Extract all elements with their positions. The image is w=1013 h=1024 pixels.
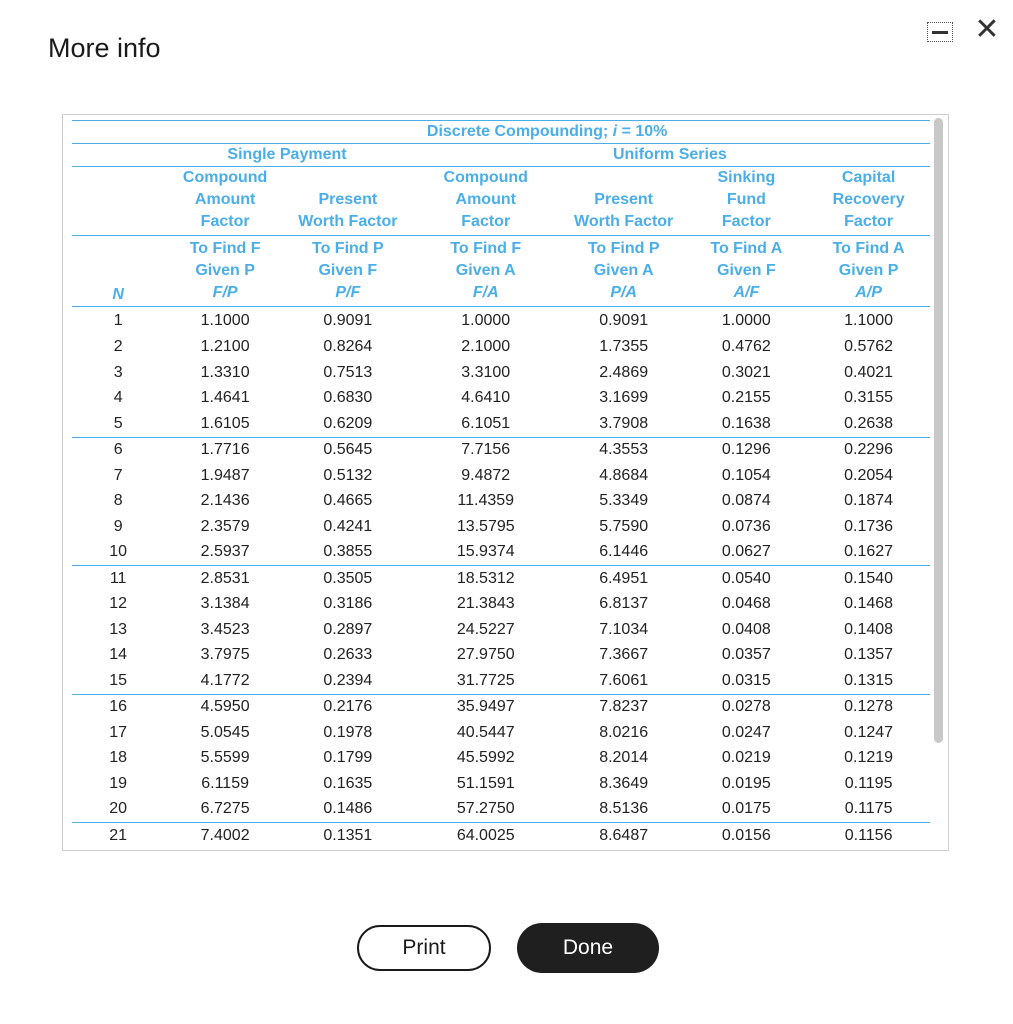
given-label: Given F bbox=[318, 262, 378, 279]
table-row bbox=[72, 668, 930, 694]
factor-cell: 64.0025 bbox=[410, 823, 562, 849]
factor-cell: 24.5227 bbox=[456, 620, 515, 638]
factor-cell: 8.2014 bbox=[599, 749, 649, 767]
factor-cell: 2.1436 bbox=[200, 492, 250, 510]
factor-symbol: F/P bbox=[212, 284, 238, 301]
factor-cell: 1.1000 bbox=[200, 311, 250, 329]
factor-cell: 4.5950 bbox=[164, 694, 286, 720]
factor-header bbox=[807, 236, 930, 307]
factor-cell: 1.1000 bbox=[844, 311, 894, 329]
given-label: Given A bbox=[455, 262, 516, 279]
factor-cell: 51.1591 bbox=[456, 774, 515, 792]
factor-cell: 6.8137 bbox=[599, 595, 649, 613]
table-body bbox=[72, 307, 930, 849]
find-label: To Find A bbox=[710, 240, 783, 257]
factor-cell: 0.2897 bbox=[323, 620, 373, 638]
factor-cell: 0.0627 bbox=[721, 543, 771, 561]
period-cell: 1 bbox=[113, 311, 123, 329]
table-row bbox=[72, 566, 930, 592]
table-row bbox=[72, 746, 930, 772]
factor-cell: 31.7725 bbox=[456, 671, 515, 689]
find-label: To Find F bbox=[189, 240, 261, 257]
factor-cell: 1.7716 bbox=[164, 437, 286, 463]
factor-cell: 0.1357 bbox=[844, 646, 894, 664]
factor-symbol: A/P bbox=[855, 284, 882, 301]
given-label: Given P bbox=[838, 262, 899, 279]
factor-cell: 0.2394 bbox=[323, 671, 373, 689]
factor-cell: 1.9487 bbox=[200, 466, 250, 484]
factor-cell: 5.7590 bbox=[599, 517, 649, 535]
factor-cell: 5.3349 bbox=[599, 492, 649, 510]
column-name-row bbox=[72, 167, 930, 236]
period-cell: 15 bbox=[109, 671, 128, 689]
table-scroll-area[interactable] bbox=[62, 114, 949, 851]
factor-symbol: P/F bbox=[335, 284, 361, 301]
factor-cell: 3.1384 bbox=[200, 595, 250, 613]
factor-cell: 3.3100 bbox=[461, 363, 511, 381]
factor-cell: 0.0195 bbox=[721, 774, 771, 792]
factor-cell: 27.9750 bbox=[456, 646, 515, 664]
factor-cell: 1.6105 bbox=[200, 414, 250, 432]
factor-cell: 0.1247 bbox=[844, 723, 894, 741]
factor-cell: 13.5795 bbox=[456, 517, 515, 535]
period-cell: 18 bbox=[109, 749, 128, 767]
factor-cell: 0.1278 bbox=[807, 694, 930, 720]
table-row bbox=[72, 617, 930, 643]
period-cell: 16 bbox=[72, 694, 164, 720]
factor-cell: 0.0156 bbox=[686, 823, 808, 849]
factor-cell: 0.4762 bbox=[721, 338, 771, 356]
factor-cell: 0.1468 bbox=[844, 595, 894, 613]
factor-cell: 0.1978 bbox=[323, 723, 373, 741]
table-row bbox=[72, 411, 930, 437]
given-label: Given P bbox=[195, 262, 255, 279]
factor-cell: 0.4021 bbox=[844, 363, 894, 381]
factor-cell: 4.6410 bbox=[461, 389, 511, 407]
period-cell: 12 bbox=[109, 595, 128, 613]
factor-cell: 4.3553 bbox=[562, 437, 686, 463]
factor-cell: 1.0000 bbox=[461, 311, 511, 329]
factor-cell: 0.1351 bbox=[286, 823, 410, 849]
factor-header bbox=[686, 236, 808, 307]
factor-cell: 7.6061 bbox=[599, 671, 649, 689]
factor-cell: 0.6209 bbox=[323, 414, 373, 432]
factor-cell: 0.1296 bbox=[686, 437, 808, 463]
factor-cell: 6.7275 bbox=[200, 800, 250, 818]
factor-cell: 18.5312 bbox=[410, 566, 562, 592]
factor-cell: 5.0545 bbox=[200, 723, 250, 741]
factor-cell: 7.4002 bbox=[164, 823, 286, 849]
factor-cell: 0.5645 bbox=[286, 437, 410, 463]
table-row bbox=[72, 720, 930, 746]
factor-cell: 2.3579 bbox=[200, 517, 250, 535]
factor-cell: 1.3310 bbox=[200, 363, 250, 381]
factor-cell: 0.8264 bbox=[323, 338, 373, 356]
period-cell: 14 bbox=[109, 646, 128, 664]
factor-cell: 0.1736 bbox=[844, 517, 894, 535]
factor-header bbox=[562, 236, 686, 307]
factor-cell: 0.1638 bbox=[721, 414, 771, 432]
table-row bbox=[72, 386, 930, 412]
factor-cell: 0.1408 bbox=[844, 620, 894, 638]
group-row bbox=[72, 144, 930, 167]
factor-cell: 0.2155 bbox=[721, 389, 771, 407]
period-cell: 7 bbox=[113, 466, 123, 484]
close-icon: ✕ bbox=[974, 13, 1000, 46]
period-cell: 6 bbox=[72, 437, 164, 463]
period-cell: 5 bbox=[113, 414, 123, 432]
factor-cell: 0.0278 bbox=[686, 694, 808, 720]
factor-cell: 0.2054 bbox=[844, 466, 894, 484]
factor-cell: 2.8531 bbox=[164, 566, 286, 592]
factor-cell: 0.0736 bbox=[721, 517, 771, 535]
factor-cell: 0.3505 bbox=[286, 566, 410, 592]
factor-cell: 0.1219 bbox=[844, 749, 894, 767]
factor-cell: 0.1315 bbox=[844, 671, 894, 689]
find-label: To Find F bbox=[450, 240, 522, 257]
factor-cell: 0.0540 bbox=[686, 566, 808, 592]
factor-cell: 0.0468 bbox=[721, 595, 771, 613]
table-row bbox=[72, 307, 930, 335]
factor-cell: 0.0357 bbox=[721, 646, 771, 664]
factor-cell: 1.2100 bbox=[200, 338, 250, 356]
factor-cell: 8.3649 bbox=[599, 774, 649, 792]
period-cell: 8 bbox=[113, 492, 123, 510]
factor-cell: 2.4869 bbox=[599, 363, 649, 381]
factor-cell: 4.8684 bbox=[599, 466, 649, 484]
factor-cell: 4.1772 bbox=[200, 671, 250, 689]
factor-cell: 0.1627 bbox=[844, 543, 894, 561]
print-button[interactable]: Print bbox=[357, 925, 491, 971]
factor-cell: 0.1874 bbox=[844, 492, 894, 510]
factor-header bbox=[164, 236, 286, 307]
factor-cell: 35.9497 bbox=[410, 694, 562, 720]
interest-factor-table bbox=[72, 120, 930, 849]
factor-cell: 2.1000 bbox=[461, 338, 511, 356]
factor-symbol: P/A bbox=[610, 284, 637, 301]
group-uniform-series: Uniform Series bbox=[410, 144, 930, 167]
factor-cell: 8.0216 bbox=[599, 723, 649, 741]
table-row bbox=[72, 823, 930, 849]
period-cell: 4 bbox=[113, 389, 123, 407]
factor-cell: 2.5937 bbox=[200, 543, 250, 561]
period-cell: 2 bbox=[113, 338, 123, 356]
factor-cell: 0.3186 bbox=[323, 595, 373, 613]
period-cell: 19 bbox=[109, 774, 128, 792]
factor-cell: 0.0219 bbox=[721, 749, 771, 767]
factor-cell: 6.1446 bbox=[599, 543, 649, 561]
table-row bbox=[72, 360, 930, 386]
factor-cell: 7.1034 bbox=[599, 620, 649, 638]
table-title: Discrete Compounding; i = 10% bbox=[164, 121, 930, 144]
factor-cell: 5.5599 bbox=[200, 749, 250, 767]
factor-cell: 3.4523 bbox=[200, 620, 250, 638]
factor-symbol: F/A bbox=[472, 284, 499, 301]
factor-cell: 0.1486 bbox=[323, 800, 373, 818]
table-row bbox=[72, 489, 930, 515]
factor-cell: 0.6830 bbox=[323, 389, 373, 407]
minimize-icon bbox=[932, 31, 948, 34]
factor-cell: 3.7908 bbox=[599, 414, 649, 432]
column-name: Capital Recovery Factor bbox=[807, 167, 930, 236]
factor-cell: 0.1195 bbox=[844, 774, 893, 792]
factor-cell: 9.4872 bbox=[461, 466, 511, 484]
factor-cell: 8.5136 bbox=[599, 800, 649, 818]
factor-cell: 3.7975 bbox=[200, 646, 250, 664]
factor-cell: 6.4951 bbox=[562, 566, 686, 592]
factor-cell: 0.0175 bbox=[721, 800, 771, 818]
period-cell: 21 bbox=[72, 823, 164, 849]
factor-cell: 0.0247 bbox=[721, 723, 771, 741]
factor-cell: 0.4665 bbox=[323, 492, 373, 510]
factor-symbol: A/F bbox=[733, 284, 760, 301]
n-header: N bbox=[72, 236, 164, 307]
factor-cell: 0.3155 bbox=[844, 389, 894, 407]
factor-cell: 0.3855 bbox=[323, 543, 373, 561]
period-cell: 9 bbox=[113, 517, 123, 535]
period-cell: 13 bbox=[109, 620, 128, 638]
factor-cell: 21.3843 bbox=[456, 595, 515, 613]
given-label: Given A bbox=[593, 262, 654, 279]
factor-cell: 0.5762 bbox=[844, 338, 894, 356]
find-label: To Find A bbox=[832, 240, 905, 257]
period-cell: 11 bbox=[72, 566, 164, 592]
factor-header bbox=[286, 236, 410, 307]
column-name: Present Worth Factor bbox=[286, 167, 410, 236]
factor-cell: 6.1051 bbox=[461, 414, 511, 432]
factor-cell: 0.1799 bbox=[323, 749, 373, 767]
factor-cell: 57.2750 bbox=[456, 800, 515, 818]
done-button[interactable]: Done bbox=[517, 923, 659, 973]
minimize-button[interactable] bbox=[927, 22, 953, 42]
factor-cell: 0.4241 bbox=[323, 517, 373, 535]
factor-cell: 0.5132 bbox=[323, 466, 373, 484]
factor-cell: 11.4359 bbox=[457, 492, 515, 510]
factor-row bbox=[72, 236, 930, 307]
factor-cell: 3.1699 bbox=[599, 389, 649, 407]
factor-cell: 0.2296 bbox=[807, 437, 930, 463]
table-row bbox=[72, 437, 930, 463]
table-row bbox=[72, 592, 930, 618]
factor-cell: 0.7513 bbox=[323, 363, 373, 381]
factor-cell: 7.3667 bbox=[599, 646, 649, 664]
period-cell: 17 bbox=[109, 723, 128, 741]
close-button[interactable] bbox=[973, 13, 1001, 46]
table-row bbox=[72, 771, 930, 797]
factor-cell: 0.1635 bbox=[323, 774, 373, 792]
factor-header bbox=[410, 236, 562, 307]
factor-cell: 1.7355 bbox=[599, 338, 649, 356]
factor-cell: 0.1175 bbox=[844, 800, 893, 818]
find-label: To Find P bbox=[311, 240, 384, 257]
factor-cell: 0.0874 bbox=[721, 492, 771, 510]
table-row bbox=[72, 694, 930, 720]
table-row bbox=[72, 335, 930, 361]
table-row bbox=[72, 643, 930, 669]
title-row bbox=[72, 121, 930, 144]
table-row bbox=[72, 797, 930, 823]
factor-cell: 45.5992 bbox=[456, 749, 515, 767]
column-name: Present Worth Factor bbox=[562, 167, 686, 236]
scrollbar-thumb[interactable] bbox=[934, 118, 943, 743]
factor-cell: 7.8237 bbox=[562, 694, 686, 720]
column-name: Sinking Fund Factor bbox=[686, 167, 808, 236]
factor-cell: 15.9374 bbox=[456, 543, 515, 561]
factor-cell: 0.3021 bbox=[721, 363, 771, 381]
table-row bbox=[72, 463, 930, 489]
dialog-title: More info bbox=[48, 33, 161, 63]
factor-cell: 6.1159 bbox=[201, 774, 249, 792]
factor-cell: 0.2638 bbox=[844, 414, 894, 432]
factor-cell: 0.1054 bbox=[721, 466, 771, 484]
given-label: Given F bbox=[717, 262, 776, 279]
factor-cell: 8.6487 bbox=[562, 823, 686, 849]
column-name: Compound Amount Factor bbox=[410, 167, 562, 236]
factor-cell: 0.2633 bbox=[323, 646, 373, 664]
factor-cell: 1.4641 bbox=[200, 389, 250, 407]
factor-cell: 0.0408 bbox=[721, 620, 771, 638]
period-cell: 20 bbox=[109, 800, 128, 818]
factor-cell: 0.9091 bbox=[323, 311, 373, 329]
factor-cell: 7.7156 bbox=[410, 437, 562, 463]
group-single-payment: Single Payment bbox=[164, 144, 409, 167]
table-header bbox=[72, 121, 930, 307]
table-row bbox=[72, 540, 930, 566]
factor-cell: 0.2176 bbox=[286, 694, 410, 720]
period-cell: 3 bbox=[113, 363, 123, 381]
table-row bbox=[72, 514, 930, 540]
factor-cell: 40.5447 bbox=[456, 723, 515, 741]
find-label: To Find P bbox=[587, 240, 660, 257]
factor-cell: 0.1156 bbox=[807, 823, 930, 849]
period-cell: 10 bbox=[109, 543, 128, 561]
factor-cell: 1.0000 bbox=[721, 311, 771, 329]
column-name: Compound Amount Factor bbox=[164, 167, 286, 236]
factor-cell: 0.9091 bbox=[599, 311, 649, 329]
factor-cell: 0.1540 bbox=[807, 566, 930, 592]
factor-cell: 0.0315 bbox=[721, 671, 771, 689]
